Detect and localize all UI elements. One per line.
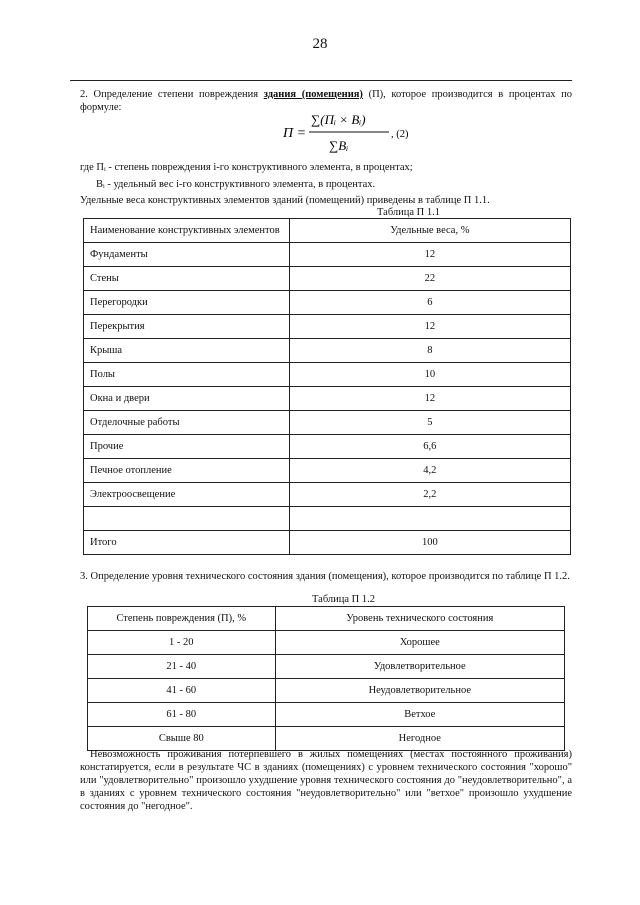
section-2-suffix: (П), которое производится в процентах по формуле: [80,89,573,113]
table-cell-name: Печное отопление [84,459,290,483]
closing-note-paragraph: Невозможность проживания потерпевшего в жилых помещениях (местах постоянного проживания) констатируется, если в результате ЧС в зданиях (помещениях) с уровнем технического состояния "хорошо" или "удовлетворительно" произошло ухудшение уровня технического состояния до "неудовлетворительно", а в зданиях с уровнем технического состояния "неудовлетворительно" или "ветхое" произошло ухудшение состояния до "негодное". [80,749,572,812]
formula-equation-number: , (2) [391,129,409,140]
table-cell-name: Крыша [84,339,290,363]
condition-cell: Ветхое [275,703,564,727]
table-header-cell: Наименование конструктивных элементов [84,219,290,243]
table-cell-name: Отделочные работы [84,411,290,435]
table-row [84,291,571,315]
table-cell-name: Стены [84,267,290,291]
table-row-empty [84,507,571,531]
table-header-cell: Удельные веса, % [289,219,570,243]
table-header-cell: Уровень технического состояния [275,607,564,631]
condition-cell: Неудовлетворительное [275,679,564,703]
table-cell-value: 8 [289,339,570,363]
table-header-row [84,219,571,243]
damage-formula [283,108,433,158]
damage-range-cell: 1 - 20 [88,631,276,655]
formula-legend-line-1: где Пᵢ - степень повреждения i-го конструктивного элемента, в процентах; [80,162,413,173]
table-cell-name: Электроосвещение [84,483,290,507]
section-3-paragraph: 3. Определение уровня технического состояния здания (помещения), которое производится по таблице П 1.2. [80,571,570,582]
section-2-prefix: 2. Определение степени повреждения [80,89,264,100]
page-number: 28 [312,36,328,52]
table-total-row [84,531,571,555]
table-cell-value: 100 [289,531,570,555]
table-row [88,679,565,703]
condition-cell: Удовлетворительное [275,655,564,679]
table-cell-name: Прочие [84,435,290,459]
table-cell-value: 22 [289,267,570,291]
table-cell-name: Полы [84,363,290,387]
section-2-underlined-term: здания (помещения) [263,89,363,100]
table-row [84,267,571,291]
table-cell-name: Окна и двери [84,387,290,411]
header-divider [70,80,572,81]
table-cell-value: 4,2 [289,459,570,483]
damage-range-cell: 41 - 60 [88,679,276,703]
structural-weights-table [83,218,571,555]
table-row [84,483,571,507]
damage-range-cell: 21 - 40 [88,655,276,679]
condition-cell: Негодное [275,727,564,751]
table-cell-value: 10 [289,363,570,387]
table-cell-value: 12 [289,243,570,267]
table-cell-value: 5 [289,411,570,435]
table-row [88,727,565,751]
table-cell-name: Перегородки [84,291,290,315]
table-cell-name: Итого [84,531,290,555]
condition-cell: Хорошее [275,631,564,655]
table-cell-value: 2,2 [289,483,570,507]
table-row [84,387,571,411]
table-cell-value: 12 [289,315,570,339]
table-row [84,411,571,435]
table-row [84,339,571,363]
formula-denominator: ∑Bᵢ [329,138,349,153]
table-header-cell: Степень повреждения (П), % [88,607,276,631]
table-cell-name: Фундаменты [84,243,290,267]
damage-range-cell: Свыше 80 [88,727,276,751]
table-row [84,459,571,483]
table-cell-value: 12 [289,387,570,411]
table-row [88,655,565,679]
table-row [84,435,571,459]
formula-numerator: ∑(Пᵢ × Bᵢ) [311,112,366,127]
technical-condition-table [87,606,565,751]
damage-range-cell: 61 - 80 [88,703,276,727]
table-row [84,243,571,267]
formula-lhs: П = [283,126,307,141]
table-row [88,703,565,727]
table-header-row [88,607,565,631]
table-cell-value [289,507,570,531]
table-1-caption: Таблица П 1.1 [377,207,440,218]
table-cell-name: Перекрытия [84,315,290,339]
table-cell-value: 6,6 [289,435,570,459]
table-row [84,315,571,339]
table-cell-value: 6 [289,291,570,315]
table-row [84,363,571,387]
table-cell-name [84,507,290,531]
formula-legend-line-2: Bᵢ - удельный вес i-го конструктивного элемента, в процентах. [96,179,376,190]
table-row [88,631,565,655]
weights-sentence: Удельные веса конструктивных элементов зданий (помещений) приведены в таблице П 1.1. [80,195,490,206]
table-2-caption: Таблица П 1.2 [312,594,375,605]
